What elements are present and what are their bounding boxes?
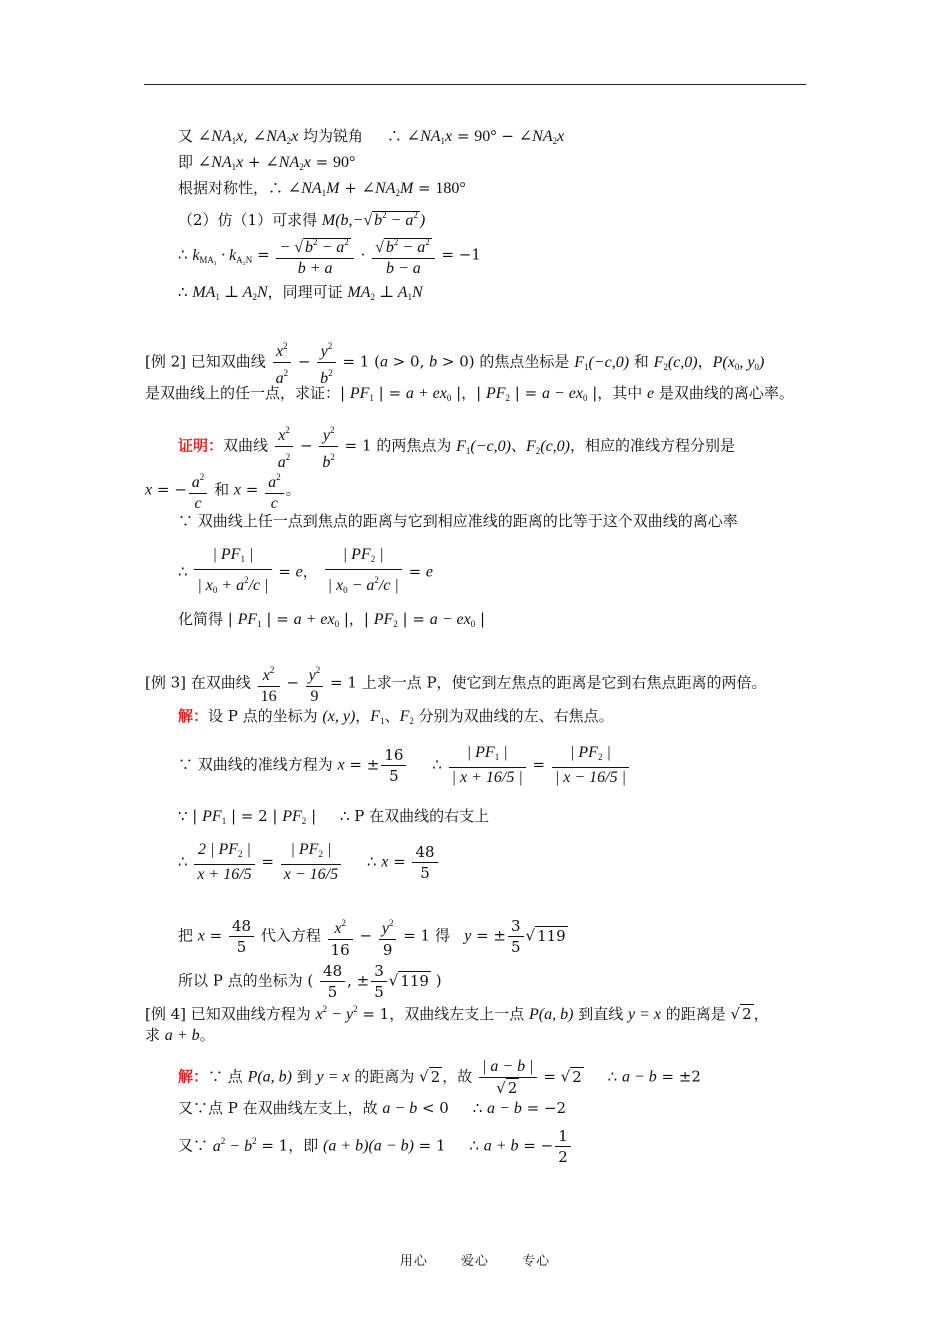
ex4-line5: 又∵ $a^2 - b^2 = 1$，即 (a + b)(a − b) = 1 ∴ a + b = − $\frac{1}{2}$ xyxy=(178,1126,573,1167)
sec1-line3: 根据对称性，∴ $\angle NA_1M$ + $\angle NA_2M = 180^\circ$ xyxy=(178,179,466,198)
ex3-line2: 解：设 P 点的坐标为 (x, y)，$F_1$、$F_2$ 分别为双曲线的左、右焦点。 xyxy=(178,707,614,726)
ex3-line3: ∵ 双曲线的准线方程为 x = ± $\frac{16}{5}$ ∴ $\frac{| PF_1 |}{| x + 16/5 |}$ = $\frac{| PF_2 |}{| x - 16/5 |}$ xyxy=(178,743,631,788)
ex2-line5: ∵ 双曲线上任一点到焦点的距离与它到相应准线的距离的比等于这个双曲线的离心率 xyxy=(178,512,738,530)
footer-text-2: 爱心 xyxy=(460,1254,489,1269)
page-footer xyxy=(0,1250,950,1269)
ex2-line1: [例 2] 已知双曲线 $\frac{x^2}{a^2}$ − $\frac{y^2}{b^2}$ = 1 (a > 0, b > 0) 的焦点坐标是 $F_1(-c,0)$ 和 $F_2(c,0)$，$P(x_0$, $y_0$) xyxy=(145,341,765,387)
ex3-line6: 把 x = $\frac{48}{5}$ 代入方程 $\frac{x^2}{16}$ − $\frac{y^2}{9}$ = 1 得 y = ± $\frac{3}{5}$ √ 119 xyxy=(178,917,566,959)
ex3-line1: [例 3] 在双曲线 $\frac{x^2}{16}$ − $\frac{y^2}{9}$ = 1 上求一点 P，使它到左焦点的距离是它到右焦点距离的两倍。 xyxy=(145,665,767,705)
sec1-line1: 又 $\angle NA_1x$, $\angle NA_2x$ 均为锐角 ∴ $\angle NA_1x = 90^\circ$ − $\angle NA_2x$ xyxy=(178,127,565,146)
ex2-line2: 是双曲线上的任一点，求证：| $PF_1$ | = $a + ex_0$ |，| $PF_2$ | = $a - ex_0$ |，其中 e 是双曲线的离心率。 xyxy=(145,384,794,403)
ex4-line3: 解：∵ 点 P(a, b) 到 y = x 的距离为 √ 2 ，故 $\frac{| a - b |}{√ 2}$ = √ 2 ∴ a − b = ±2 xyxy=(178,1058,701,1097)
ex2-line7: 化简得 | $PF_1$ | = $a + ex_0$ |，| $PF_2$ | = $a - ex_0$ | xyxy=(178,610,486,629)
sec1-line6: ∴ $MA_1$ ⊥ $A_2N$，同理可证 $MA_2$ ⊥ $A_1N$ xyxy=(178,283,423,302)
sec1-line2: 即 $\angle NA_1x$ + $\angle NA_2x = 90^\circ$ xyxy=(178,153,356,172)
header-rule xyxy=(144,84,806,85)
ex2-line4: x = − $\frac{a^2}{c}$ 和 x = $\frac{a^2}{c}$ 。 xyxy=(145,472,301,512)
ex2-line6: ∴ $\frac{| PF_1 |}{| x_0 + a^2/c |}$ = e， $\frac{| PF_2 |}{| x_0 - a^2/c |}$ = e xyxy=(178,545,433,600)
sec1-line4: （2）仿（1）可求得 M(b,−√ $b^2 - a^2$ ) xyxy=(178,210,426,229)
solve-label-ex4: 解： xyxy=(178,1067,209,1086)
sec1-line5: ∴ $k_{MA_1} \cdot k_{A_2N}$ = $\frac{- √ b^2 - a^2}{b + a}$ · $\frac{√ b^2 - a^2}{b - a}$ = −1 xyxy=(178,237,481,277)
ex3-line5: ∴ $\frac{2 | PF_2 |}{x + 16/5}$ = $\frac{| PF_2 |}{x - 16/5}$ ∴ x = $\frac{48}{5}$ xyxy=(178,840,440,885)
ex4-line1: [例 4] 已知双曲线方程为 $x^2 - y^2 = 1$，双曲线左支上一点 P(a, b) 到直线 y = x 的距离是 √ 2 ， xyxy=(145,1004,769,1023)
footer-text-1: 用心 xyxy=(399,1254,428,1269)
ex3-line7: 所以 P 点的坐标为 ( $\frac{48}{5}$ , ± $\frac{3}{5}$ √ 119 ) xyxy=(178,962,442,1001)
proof-label: 证明： xyxy=(178,436,224,455)
ex2-line3: 证明：双曲线 $\frac{x^2}{a^2}$ − $\frac{y^2}{b^2}$ = 1 的两焦点为 $F_1(-c,0)$、$F_2(c,0)$，相应的准线方程分别是 xyxy=(178,425,736,471)
ex3-line4: ∵ | $PF_1$ | = 2 | $PF_2$ | ∴ P 在双曲线的右支上 xyxy=(178,807,490,826)
solve-label-ex3: 解： xyxy=(178,707,209,725)
footer-text-3: 专心 xyxy=(522,1254,551,1269)
ex4-line4: 又∵点 P 在双曲线左支上，故 a − b < 0 ∴ a − b = −2 xyxy=(178,1099,567,1117)
ex4-line2: 求 a + b。 xyxy=(145,1026,215,1044)
